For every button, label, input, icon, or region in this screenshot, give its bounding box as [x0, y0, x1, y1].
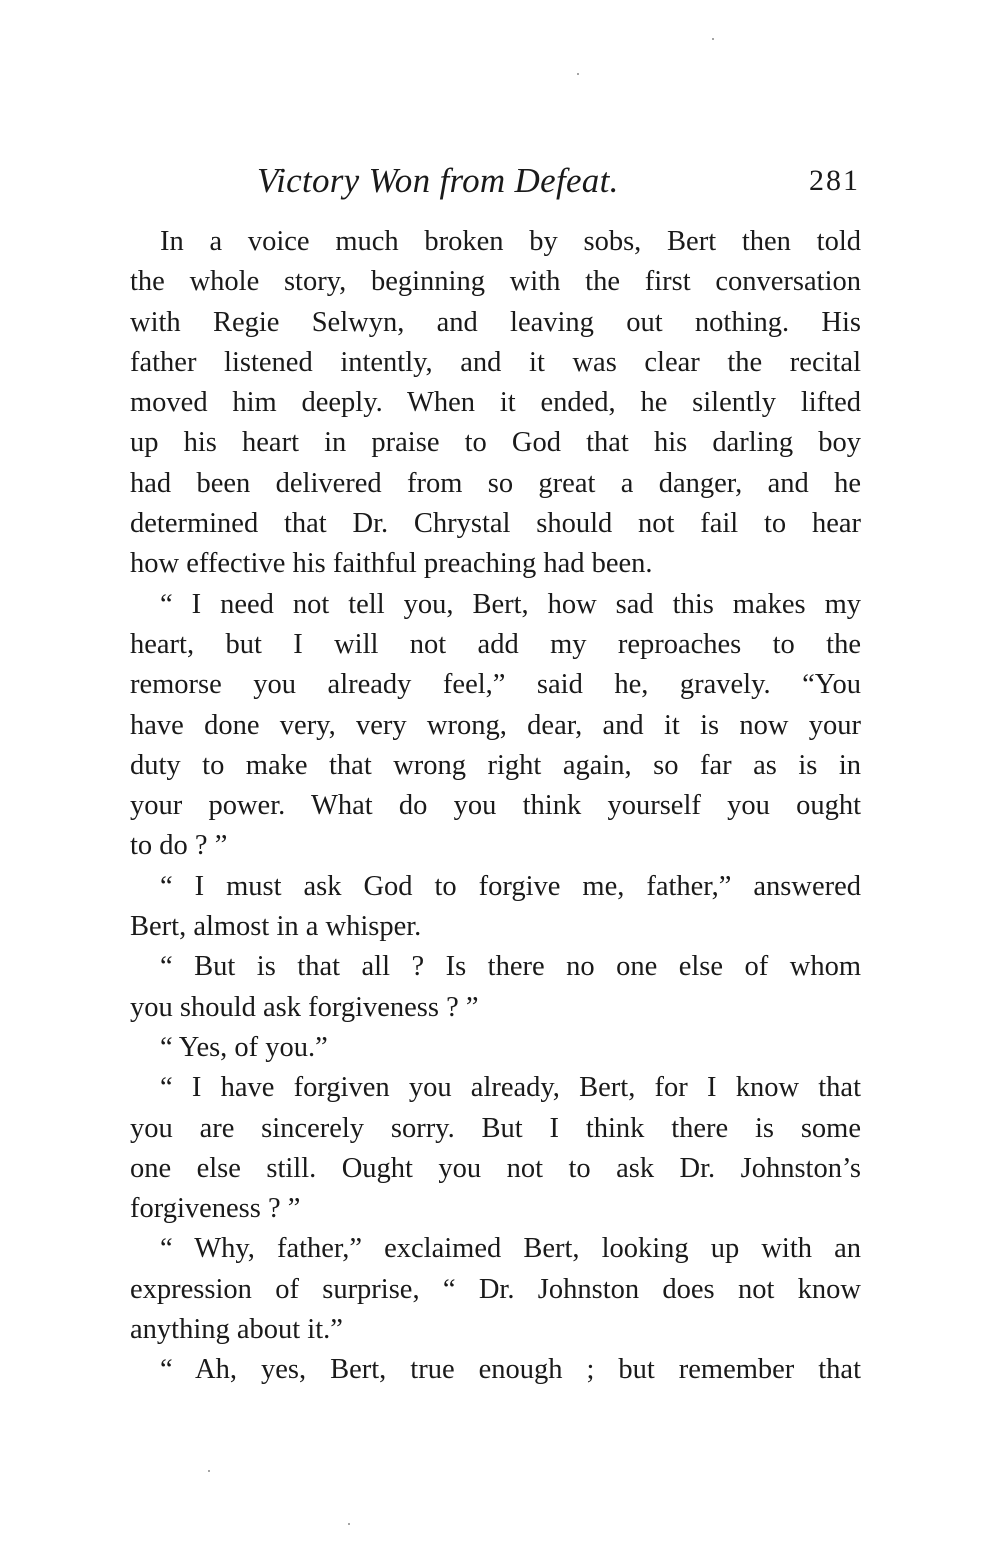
text-line: father listened intently, and it was clear the recital — [130, 346, 861, 378]
paper-speck — [348, 1523, 350, 1525]
chapter-title: Victory Won from Defeat. — [257, 161, 619, 200]
text-line: with Regie Selwyn, and leaving out nothing. His — [130, 306, 861, 338]
text-line: In a voice much broken by sobs, Bert then told — [160, 226, 861, 257]
text-line: remorse you already feel,” said he, gravely. “You — [130, 669, 861, 701]
text-line: moved him deeply. When it ended, he silently lifted — [130, 387, 861, 419]
text-line: “ Ah, yes, Bert, true enough ; but remember that — [160, 1354, 861, 1386]
text-line: you are sincerely sorry. But I think there is some — [130, 1112, 861, 1144]
text-line: to do ? ” — [130, 830, 228, 862]
text-line: how effective his faithful preaching had been. — [130, 548, 653, 580]
text-line: determined that Dr. Chrystal should not fail to hear — [130, 508, 861, 540]
paper-speck — [577, 73, 579, 75]
text-line: expression of surprise, “ Dr. Johnston does not know — [130, 1273, 861, 1305]
paper-speck — [208, 1470, 210, 1472]
text-line: “ I need not tell you, Bert, how sad this makes my — [160, 588, 861, 620]
text-line: have done very, very wrong, dear, and it is now your — [130, 709, 861, 741]
text-line: you should ask forgiveness ? ” — [130, 991, 479, 1023]
paper-speck — [712, 38, 714, 40]
text-line: “ Yes, of you.” — [160, 1031, 328, 1063]
text-line: had been delivered from so great a danger, and he — [130, 467, 861, 499]
text-line: “ I have forgiven you already, Bert, for I know that — [160, 1072, 861, 1104]
text-line: one else still. Ought you not to ask Dr. Johnston’s — [130, 1152, 861, 1184]
text-line: heart, but I will not add my reproaches to the — [130, 628, 861, 660]
text-line: the whole story, beginning with the first conversation — [130, 266, 861, 298]
text-line: “ But is that all ? Is there no one else of whom — [160, 951, 861, 983]
text-line: “ Why, father,” exclaimed Bert, looking up with an — [160, 1233, 861, 1265]
page-number: 281 — [809, 164, 860, 197]
running-head — [130, 158, 860, 208]
text-line: forgiveness ? ” — [130, 1193, 301, 1225]
text-line: anything about it.” — [130, 1314, 343, 1346]
text-line: up his heart in praise to God that his darling boy — [130, 427, 861, 459]
text-line: Bert, almost in a whisper. — [130, 911, 422, 943]
text-line: “ I must ask God to forgive me, father,” answered — [160, 870, 861, 902]
text-line: your power. What do you think yourself you ought — [130, 790, 861, 822]
body-text — [130, 222, 861, 1391]
text-line: duty to make that wrong right again, so far as is in — [130, 749, 861, 781]
